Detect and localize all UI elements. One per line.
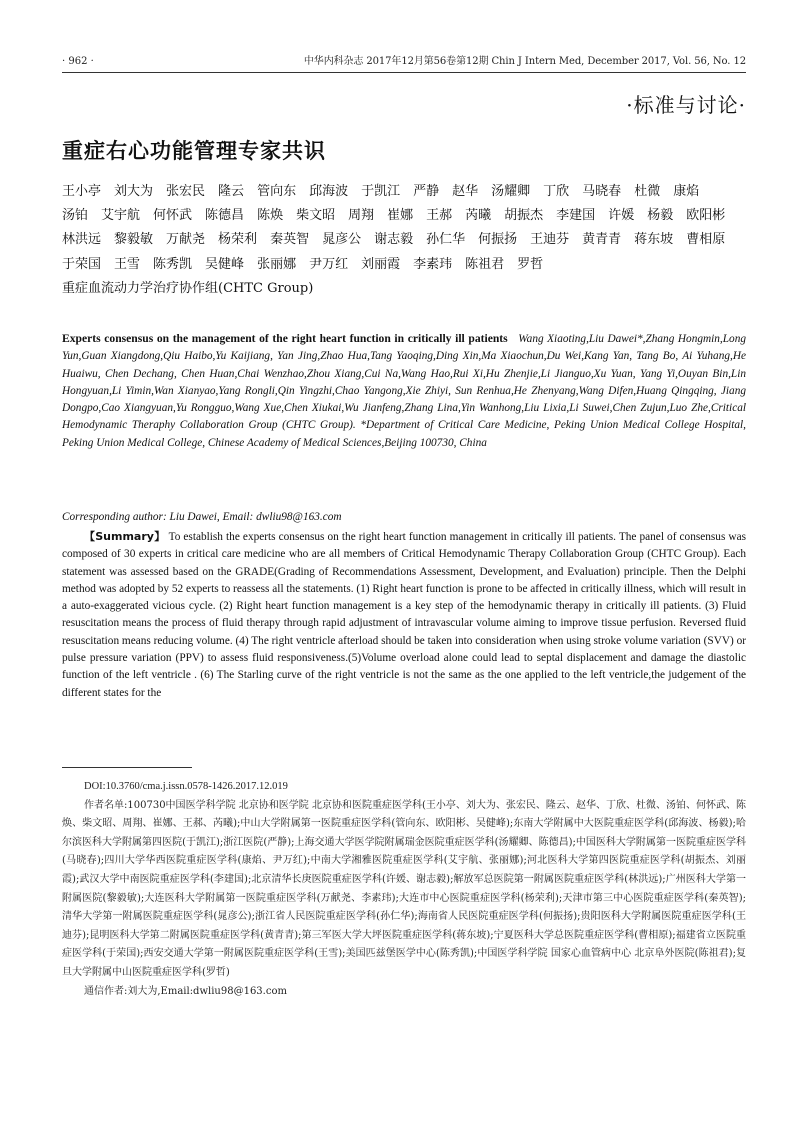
journal-citation: 中华内科杂志 2017年12月第56卷第12期 Chin J Intern Med, December 2017, Vol. 56, No. 12	[303, 56, 746, 67]
author-name: 陈秀凯	[153, 256, 193, 272]
author-name: 赵华	[452, 184, 479, 199]
author-affiliations: 作者名单:100730中国医学科学院 北京协和医学院 北京协和医院重症医学科(王小亭、刘大为、张宏民、隆云、赵华、丁欣、杜微、汤铂、何怀武、陈焕、柴文昭、周翔、崔娜、王郝、芮曦);中山大学附属第一医院重症医学科(管向东、欧阳彬、吴健峰);东南大学附属中大医院重症医学科(邱海波、杨毅);哈尔滨医科大学附属第四医院(于凯江);浙江医院(严静);上海交通大学医学院附属瑞金医院重症医学科(汤耀卿、陈德昌);中国医科大学附属第一医院重症医学科(马晓春);四川大学华西医院重症医学科(康焰、尹万红);中南大学湘雅医院重症医学科(艾宇航、张丽娜);河北医科大学第四医院重症医学科(胡振杰、刘丽霞);武汉大学中南医院重症医学科(李建国);北京清华长庚医院重症医学科(许媛、谢志毅);解放军总医院第一附属医院重症医学科(林洪远);广州医科大学第一附属医院(黎毅敏);大连医科大学附属第一医院重症医学科(万献尧、李素玮);大连市中心医院重症医学科(杨荣利);天津市第三中心医院重症医学科(秦英智);清华大学第一附属医院重症医学科(晁彦公);浙江省人民医院重症医学科(孙仁华);海南省人民医院重症医学科(何振扬);贵阳医科大学附属医院重症医学科(王迪芬);昆明医科大学第二附属医院重症医学科(黄青青);第三军医大学大坪医院重症医学科(蒋东坡);宁夏医科大学总医院重症医学科(曹相原);福建省立医院重症医学科(于荣国);西安交通大学第一附属医院重症医学科(王雪);美国匹兹堡医学中心(陈秀凯);中国医学科学院 国家心血管病中心 北京阜外医院(陈祖君);复旦大学附属中山医院重症医学科(罗哲)	[62, 799, 746, 978]
author-name: 张宏民	[166, 184, 206, 199]
author-list	[62, 180, 746, 301]
author-name: 曹相原	[686, 232, 726, 248]
author-name: 林洪远	[62, 232, 102, 248]
author-name: 万献尧	[166, 232, 206, 248]
author-name: 黎毅敏	[114, 232, 154, 248]
author-name: 胡振杰	[504, 208, 544, 224]
author-name: 张丽娜	[257, 256, 297, 272]
author-name: 尹万红	[309, 256, 349, 272]
author-name: 谢志毅	[374, 232, 414, 248]
author-name: 王雪	[114, 256, 141, 272]
header-rule	[62, 72, 746, 73]
author-name: 黄青青	[582, 232, 622, 248]
author-name: 杨荣利	[218, 232, 258, 248]
author-name: 陈焕	[257, 208, 284, 224]
footnotes	[62, 778, 746, 1001]
section-tag: ·标准与讨论·	[626, 93, 746, 117]
author-name: 隆云	[218, 184, 245, 199]
author-name: 晁彦公	[322, 232, 362, 248]
author-name: 何怀武	[153, 208, 193, 224]
author-name: 杜微	[634, 184, 661, 199]
correspondence-note: 通信作者:刘大为,Email:dwliu98@163.com	[84, 985, 287, 997]
summary-label: 【Summary】	[84, 530, 166, 543]
corresponding-author: Corresponding author: Liu Dawei, Email: dwliu98@163.com	[62, 511, 342, 523]
author-name: 于荣国	[62, 256, 102, 272]
doi: DOI:10.3760/cma.j.issn.0578-1426.2017.12.019	[84, 781, 288, 792]
author-name: 汤耀卿	[491, 184, 531, 199]
summary-paragraph	[62, 528, 746, 702]
author-name: 许媛	[608, 208, 635, 224]
author-name: 崔娜	[387, 208, 414, 224]
author-name: 周翔	[348, 208, 375, 224]
english-abstract-header	[62, 330, 746, 452]
english-authors: Wang Xiaoting,Liu Dawei*,Zhang Hongmin,Long Yun,Guan Xiangdong,Qiu Haibo,Yu Kaijiang, Yan Jing,Zhao Hua,Tang Yaoqing,Ding Xin,Ma Xiaochun,Du Wei,Kang Yan, Tang Bo, Ai Yuhang,He Huaiwu, Chen Dechang, Chen Huan,Chai Wenzhao,Zhou Xiang,Cui Na,Wang Hao,Rui Xi,Hu Zhenjie,Li Jianguo,Xu Yuan, Yang Yi,Ouyan Bin,Lin Hongyuan,Li Yimin,Wan Xianyao,Yang Rongli,Qin Yingzhi,Chao Yangong,Xie Zhiyi, Sun Renhua,He Zhenyang,Wang Difen,Huang Qingqing, Jiang Dongpo,Cao Xiangyuan,Yu Rongguo,Wang Xue,Chen Xiukai,Wu Jianfeng,Zhang Lina,Yin Wanhong,Liu Lixia,Li Suwei,Chen Zujun,Luo Zhe,Critical Hemodynamic Theraphy Collaboration Group (CHTC Group).	[62, 333, 746, 432]
author-name: 蒋东坡	[634, 232, 674, 248]
author-name: 孙仁华	[426, 232, 466, 248]
summary-text: To establish the experts consensus on the right heart function management in critically ill patients. The panel of consensus was composed of 30 experts in critical care medicine who are all members of Critical Hemodynamic Therapy Collaboration Group (CHTC Group). Each statement was assessed based on the GRADE(Grading of Recommendations Assessment, Development, and Evaluation) principle. Then the Delphi method was adopted by 52 experts to reassess all the statements. (1) Right heart function is prone to be affected in critically illness, which will result in a auto-exaggerated vicious cycle. (2) Right heart function management is a key step of the hemodynamic therapy in critically ill patients. (3) Fluid resuscitation means the process of fluid therapy through rapid adjustment of intravascular volume aiming to improve tissue perfusion. Reversed fluid resuscitation means reducing volume. (4) The right ventricle afterload should be taken into consideration when using stroke volume variation (SVV) or pulse pressure variation (PPV) to assess fluid responsiveness.(5)Volume overload alone could lead to septal displacement and damage the diastolic function of the left ventricle . (6) The Starling curve of the right ventricle is not the same as the one applied to the left ventricle,the judgement of the different states for the	[62, 531, 747, 699]
author-name: 柴文昭	[296, 208, 336, 224]
footnote-rule	[62, 767, 192, 768]
author-name: 陈祖君	[465, 256, 505, 272]
author-name: 康焰	[673, 184, 700, 199]
author-name: 秦英智	[270, 232, 310, 248]
author-name: 王迪芬	[530, 232, 570, 248]
author-name: 刘丽霞	[361, 256, 401, 272]
author-name: 芮曦	[465, 208, 492, 224]
author-name: 邱海波	[309, 184, 349, 199]
author-name: 吴健峰	[205, 256, 245, 272]
author-name: 王小亭	[62, 184, 102, 199]
author-name: 严静	[413, 184, 440, 199]
author-name: 马晓春	[582, 184, 622, 199]
author-name: 管向东	[257, 184, 297, 199]
english-affiliation: *Department of Critical Care Medicine, Peking Union Medical College Hospital, Peking Union Medical College, Chinese Academy of Medical Sciences,Beijing 100730, China	[62, 419, 746, 449]
author-name: 于凯江	[361, 184, 401, 199]
article-title: 重症右心功能管理专家共识	[62, 139, 326, 163]
author-name: 重症血流动力学治疗协作组(CHTC Group)	[62, 280, 314, 296]
author-name: 汤铂	[62, 208, 89, 224]
author-name: 王郝	[426, 208, 453, 224]
author-name: 丁欣	[543, 184, 570, 199]
author-name: 何振扬	[478, 232, 518, 248]
author-name: 李建国	[556, 208, 596, 224]
author-name: 李素玮	[413, 256, 453, 272]
author-name: 刘大为	[114, 184, 154, 199]
page-number: · 962 ·	[62, 56, 94, 67]
author-name: 欧阳彬	[686, 208, 726, 224]
english-title: Experts consensus on the management of the right heart function in critically ill patients	[62, 332, 508, 345]
author-name: 陈德昌	[205, 208, 245, 224]
author-name: 罗哲	[517, 256, 544, 272]
author-name: 杨毅	[647, 208, 674, 224]
author-name: 艾宇航	[101, 208, 141, 224]
